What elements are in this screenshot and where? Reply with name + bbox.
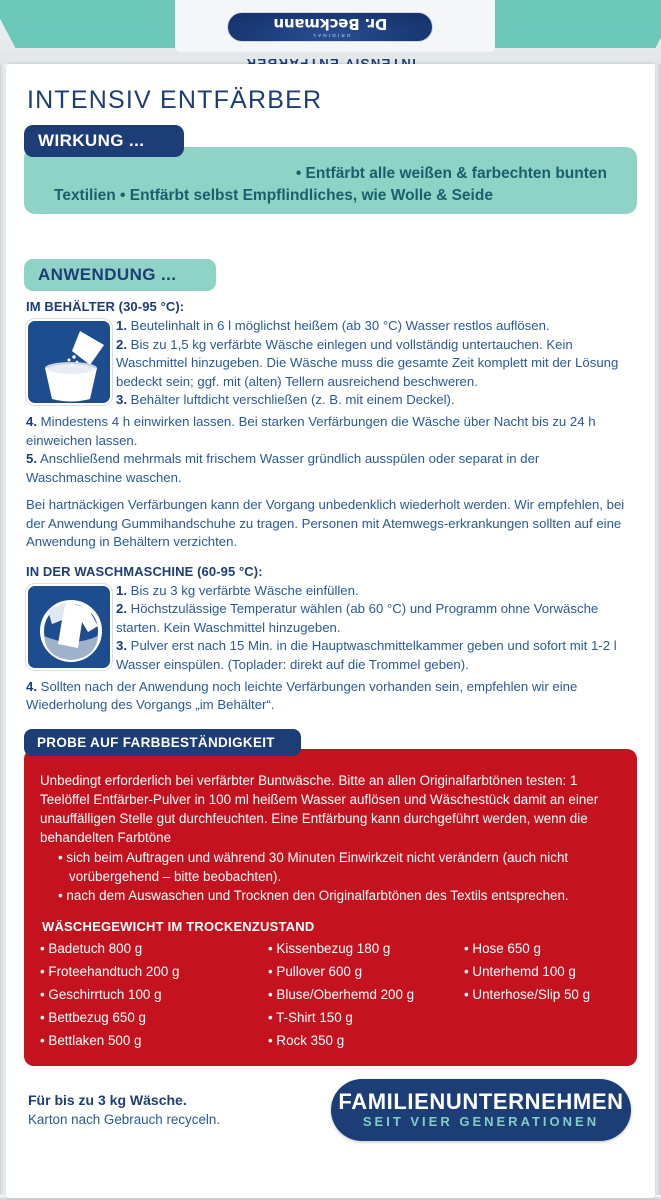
footer-recycle-line: Karton nach Gebrauch recyceln. [28, 1111, 221, 1127]
container-step-5-text: Anschließend mehrmals mit frischem Wasser gründlich ausspülen oder separat in der Waschmaschine waschen. [26, 451, 540, 485]
wirkung-band [24, 147, 637, 214]
weights-item: • Unterhemd 100 g [464, 963, 576, 979]
weights-item: • Kissenbezug 180 g [268, 940, 391, 956]
weights-heading: WÄSCHEGEWICHT IM TROCKENZUSTAND [42, 918, 315, 934]
weights-item: • Pullover 600 g [268, 963, 363, 979]
container-step-1 [116, 317, 627, 336]
weights-item: • Hose 650 g [464, 940, 541, 956]
machine-steps-1-3 [116, 582, 627, 675]
footer [24, 1079, 639, 1141]
machine-step-4-text: Sollten nach der Anwendung noch leichte Verfärbungen vorhanden sein, empfehlen wir eine Wiederholung des Vorgangs „im Behälter“. [26, 678, 578, 712]
wirkung-tab: WIRKUNG ... [24, 125, 184, 157]
weights-item: • Bettbezug 650 g [40, 1009, 146, 1025]
probe-bullet-list [58, 848, 623, 905]
container-step-5-number: 5. [26, 451, 37, 466]
family-badge-main: FAMILIENUNTERNEHMEN [338, 1088, 624, 1114]
weights-table [40, 937, 623, 1052]
box-lid [0, 0, 661, 72]
machine-heading: IN DER WASCHMASCHINE (60-95 °C): [26, 563, 263, 579]
container-step-3-number: 3. [116, 392, 127, 407]
weights-item: • Bettlaken 500 g [40, 1032, 142, 1048]
page-title: INTENSIV ENTFÄRBER [27, 86, 323, 114]
container-step-2-text: Bis zu 1,5 kg verfärbte Wäsche einlegen und vollständig untertauchen. Kein Waschmittel hinzugeben. Die Wäsche muss die gesamte Zeit komplett mit der Lösung bedeckt sein; ggf. mit (alten) Tellern ausreichend beschweren. [116, 336, 619, 389]
weights-item: • Rock 350 g [268, 1032, 345, 1048]
machine-instructions [24, 582, 639, 678]
container-step-4-text: Mindestens 4 h einwirken lassen. Bei starken Verfärbungen die Wäsche über Nacht bis zu 24 h einweichen lassen. [26, 414, 596, 448]
brand-logo [228, 12, 434, 42]
brand-logo-tagline: ORIGINAL [310, 33, 351, 38]
machine-step-1-number: 1. [116, 582, 127, 598]
machine-step-2-text: Höchstzulässige Temperatur wählen (ab 60 °C) und Programm ohne Vorwäsche starten. Kein Waschmittel hinzugeben. [116, 601, 599, 635]
container-step-1-text: Beutelinhalt in 6 l möglichst heißem (ab 30 °C) Wasser restlos auflösen. [130, 318, 550, 333]
footer-capacity-line: Für bis zu 3 kg Wäsche. [28, 1091, 187, 1108]
weights-item: • Froteehandtuch 200 g [40, 963, 180, 979]
container-heading: IM BEHÄLTER (30-95 °C): [26, 299, 185, 314]
probe-bullet-item: • sich beim Auftragen und während 30 Minuten Einwirkzeit nicht verändern (auch nicht vorübergehend – bitte beobachten). [58, 848, 623, 886]
probe-red-box [24, 749, 637, 1066]
machine-step-2-number: 2. [116, 601, 127, 616]
machine-step-1 [116, 582, 627, 601]
wirkung-line-2: Textilien • Entfärbt selbst Empflindliches, wie Wolle & Seide [54, 187, 493, 204]
container-note: Bei hartnäckigen Verfärbungen kann der Vorgang unbedenklich wiederholt werden. Wir empfehlen, bei der Anwendung Gummihandschuhe zu tragen. Personen mit Atemwegs-erkrankungen sollten auf eine Anwendung in Behältern verzichten. [26, 497, 625, 549]
anwendung-section [24, 259, 639, 715]
anwendung-tab: ANWENDUNG ... [24, 259, 216, 291]
footer-text-block [28, 1091, 220, 1129]
machine-step-3-number: 3. [116, 638, 127, 653]
container-step-3-text: Behälter luftdicht verschließen (z. B. mit einem Deckel). [130, 392, 455, 407]
lid-flipped-print [0, 0, 661, 72]
weights-column-2 [268, 937, 464, 1052]
weights-item: • Unterhose/Slip 50 g [464, 986, 591, 1002]
washing-machine-icon [26, 584, 112, 670]
probe-bullet-item: • nach dem Auswaschen und Trocknen den Originalfarbtönen des Textils entsprechen. [58, 886, 623, 905]
container-step-4 [26, 413, 639, 450]
wirkung-section [24, 125, 639, 243]
probe-body-text: Unbedingt erforderlich bei verfärbter Buntwäsche. Bitte an allen Originalfarbtönen testen: 1 Teelöffel Entfärber-Pulver in 100 ml heißem Wasser auflösen und Wäschestück damit an einer unauffälligen Stelle gut durchfeuchten. Eine Entfärbung kann durchgeführt werden, wenn die behandelten Farbtöne [40, 772, 599, 845]
container-instructions [24, 317, 639, 413]
container-step-5 [26, 450, 639, 487]
machine-step-4-number: 4. [26, 678, 37, 694]
weights-column-1 [40, 937, 268, 1052]
container-step-3 [116, 391, 627, 410]
family-badge-sub: SEIT VIER GENERATIONEN [362, 1113, 600, 1129]
machine-step-3 [116, 637, 627, 674]
family-business-badge [331, 1079, 631, 1141]
weights-item: • Geschirrtuch 100 g [40, 986, 162, 1002]
probe-section [24, 729, 639, 1079]
wirkung-line-1: • Entfärbt alle weißen & farbechten bunten [295, 165, 607, 182]
machine-step-1-text: Bis zu 3 kg verfärbte Wäsche einfüllen. [130, 582, 359, 598]
brand-logo-name: Dr. Beckmann [273, 15, 388, 33]
container-step-1-number: 1. [116, 318, 127, 333]
weights-item: • Bluse/Oberhemd 200 g [268, 986, 415, 1002]
weights-item: • Badetuch 800 g [40, 940, 143, 956]
machine-step-4 [26, 678, 639, 715]
weights-column-3 [464, 937, 634, 1052]
machine-step-3-text: Pulver erst nach 15 Min. in die Hauptwaschmittelkammer geben und sofort mit 1-2 l Wasser einspülen. (Toplader: direkt auf die Trommel geben). [116, 638, 617, 672]
probe-tab: PROBE AUF FARBBESTÄNDIGKEIT [24, 729, 301, 756]
container-steps-1-3 [116, 317, 627, 410]
container-step-4-number: 4. [26, 414, 37, 429]
panel-face [6, 64, 655, 1198]
bucket-powder-icon [26, 319, 112, 405]
container-step-2 [116, 336, 627, 392]
weights-item: • T-Shirt 150 g [268, 1009, 353, 1025]
machine-step-2 [116, 600, 627, 637]
container-step-2-number: 2. [116, 336, 127, 352]
